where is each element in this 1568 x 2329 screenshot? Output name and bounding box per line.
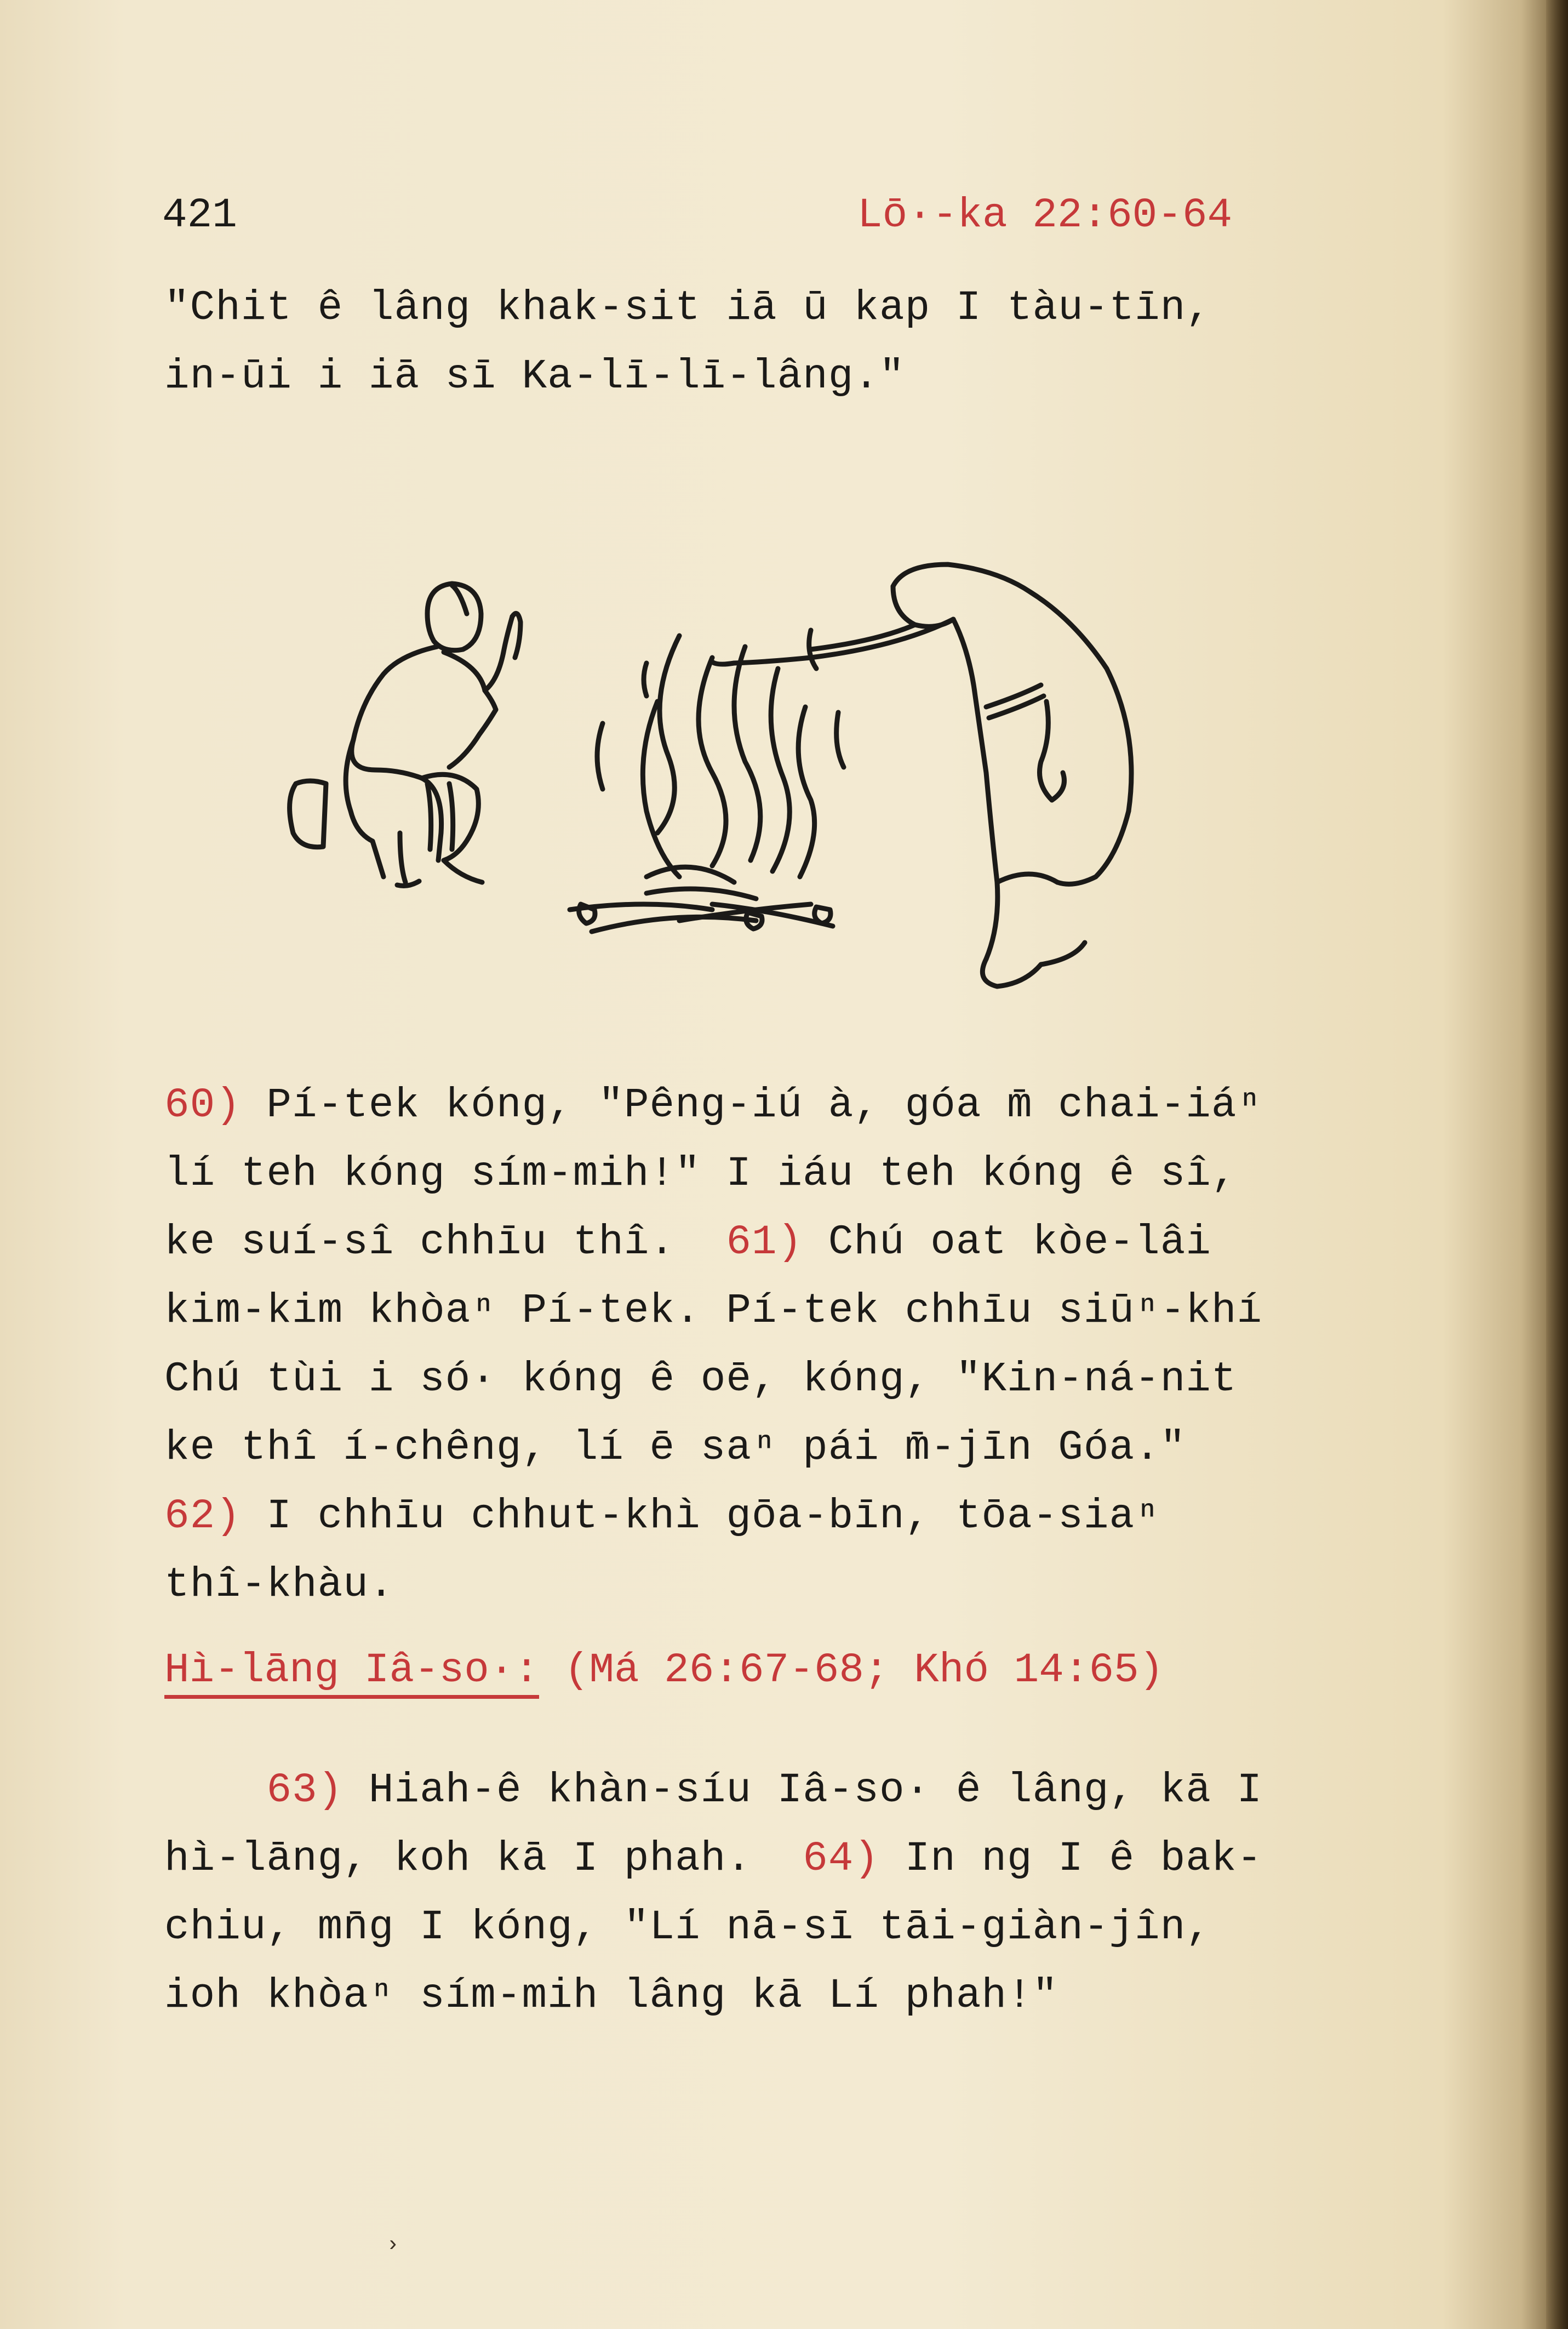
verse-text: Hiah-ê khàn-síu Iâ-so· ê lâng, kā I [343,1767,1263,1814]
verse-text: hì-lāng, koh kā I phah. [164,1835,803,1882]
chapter-reference: Lō·-ka 22:60-64 [857,192,1233,239]
page-edge-shadow [1546,0,1568,2329]
verse-line [164,1071,1403,1140]
verse-text: lí teh kóng sím-mih!" I iáu teh kóng ê sî, [164,1150,1237,1197]
verse-line [164,1277,1403,1345]
verse-line [164,1345,1403,1414]
section-heading [164,1647,1164,1694]
verse-number: 62) [164,1493,241,1540]
verse-line [164,1756,1403,1825]
verse-text: thî-khàu. [164,1561,394,1608]
verse-number: 63) [266,1767,344,1814]
verse-text: Chú oat kòe-lâi [803,1219,1211,1266]
illustration-peter-denial-fire-icon [263,526,1205,997]
verse-text: Pí-tek kóng, "Pêng-iú à, góa m̄ chai-iáⁿ [241,1082,1263,1129]
verse-number: 61) [726,1219,803,1266]
verse-text: kim-kim khòaⁿ Pí-tek. Pí-tek chhīu siūⁿ-khí [164,1287,1263,1334]
seated-figure-icon [290,584,520,886]
fire-icon [570,630,844,932]
verse-line [164,1414,1403,1482]
pointing-woman-icon [712,564,1131,986]
verse-line [164,1551,1403,1619]
verse-line [164,1140,1403,1208]
verse-line [164,1825,1403,1893]
page-number: 421 [162,192,237,239]
ink-speck: › [386,2233,400,2258]
text-line-2: in-ūi i iā sī Ka-lī-lī-lâng." [164,353,905,400]
indent [164,1767,266,1814]
verse-line [164,1893,1403,1962]
verse-text: chiu, mn̄g I kóng, "Lí nā-sī tāi-giàn-jîn, [164,1904,1211,1951]
verse-line [164,1482,1403,1551]
verse-text: I chhīu chhut-khì gōa-bīn, tōa-siaⁿ [241,1493,1160,1540]
section-references: (Má 26:67-68; Khó 14:65) [539,1647,1164,1694]
verse-text: ke thî í-chêng, lí ē saⁿ pái m̄-jīn Góa." [164,1424,1186,1471]
text-line-1: "Chit ê lâng khak-sit iā ū kap I tàu-tīn, [164,284,1211,332]
verse-text: Chú tùi i só· kóng ê oē, kóng, "Kin-ná-nit [164,1356,1237,1403]
verse-number: 64) [803,1835,880,1882]
verse-line [164,1962,1403,2030]
verse-text: In ng I ê bak- [879,1835,1263,1882]
section-title: Hì-lāng Iâ-so·: [164,1647,539,1699]
verse-line [164,1208,1403,1277]
verse-number: 60) [164,1082,241,1129]
verse-text: ioh khòaⁿ sím-mih lâng kā Lí phah!" [164,1972,1058,2019]
verse-text: ke suí-sî chhīu thî. [164,1219,726,1266]
